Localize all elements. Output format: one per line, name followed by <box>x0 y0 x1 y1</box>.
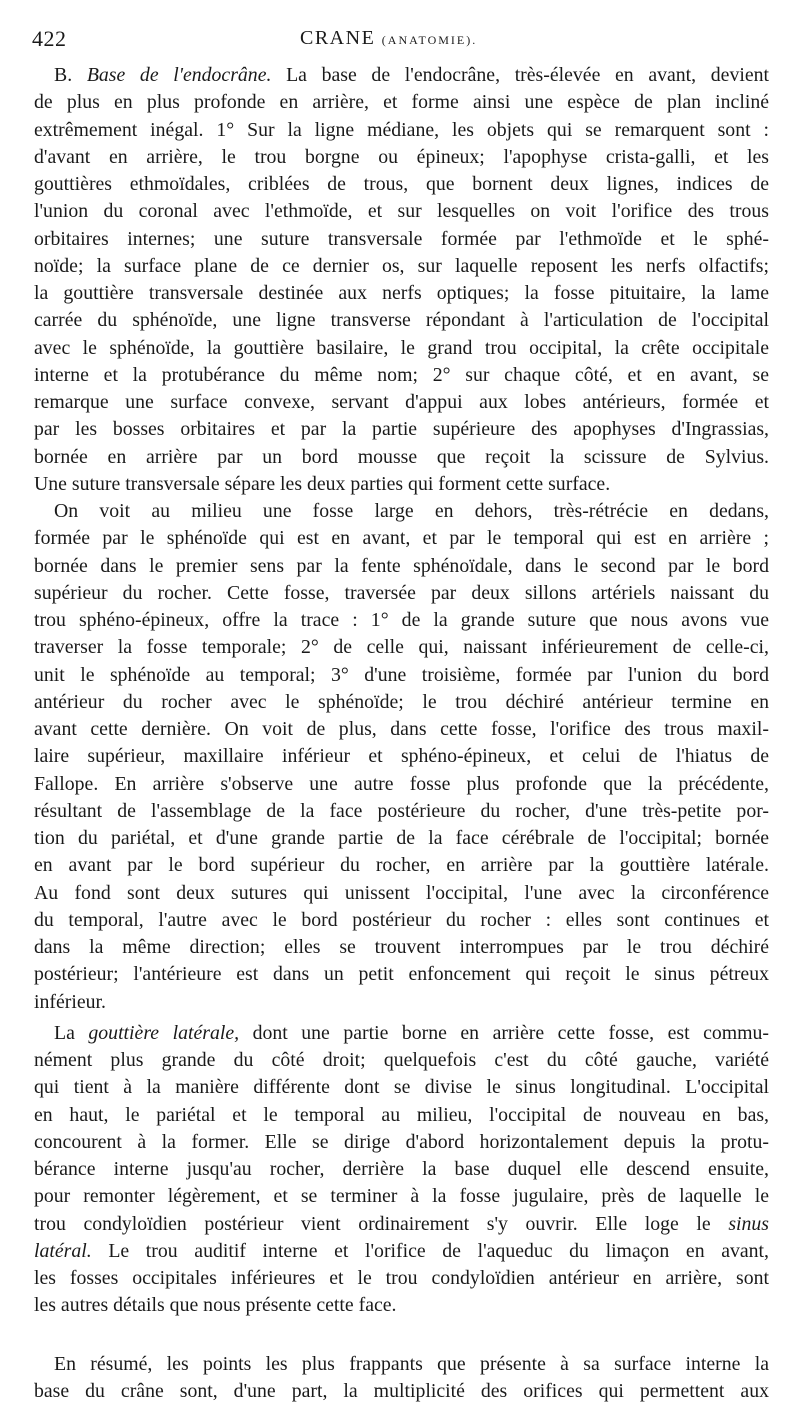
text-line: B. Base de l'endocrâne. La base de l'endocrâne, très-élevée en avant, devient <box>34 62 769 89</box>
text-line: avant cette dernière. On voit de plus, dans cette fosse, l'orifice des trous maxil- <box>34 716 769 743</box>
body-text <box>34 62 769 1405</box>
text-line: du temporal, l'autre avec le bord postérieur du rocher : elles sont continues et <box>34 907 769 934</box>
paragraph-fosse-moyenne <box>34 498 769 1016</box>
term-lateral: latéral. <box>34 1240 92 1262</box>
text-line: orbitaires internes; une suture transversale formée par l'ethmoïde et le sphé- <box>34 226 769 253</box>
paragraph-spacer <box>34 1320 769 1351</box>
text-line: antérieur du rocher avec le sphénoïde; le trou déchiré antérieur termine en <box>34 689 769 716</box>
text-line: supérieur du rocher. Cette fosse, traversée par deux sillons artériels naissant du <box>34 580 769 607</box>
text-line: carrée du sphénoïde, une ligne transverse répondant à l'articulation de l'occipital <box>34 307 769 334</box>
text-line: d'avant en arrière, le trou borgne ou épineux; l'apophyse crista-galli, et les <box>34 144 769 171</box>
text-line: la gouttière transversale destinée aux nerfs optiques; la fosse pituitaire, la lame <box>34 280 769 307</box>
paragraph-resume <box>34 1351 769 1405</box>
text-line: formée par le sphénoïde qui est en avant, et par le temporal qui est en arrière ; <box>34 525 769 552</box>
text-line: les fosses occipitales inférieures et le trou condyloïdien antérieur en arrière, sont <box>34 1265 769 1292</box>
text-line: tion du pariétal, et d'une grande partie de la face cérébrale de l'occipital; bornée <box>34 825 769 852</box>
text-line: trou condyloïdien postérieur vient ordinairement s'y ouvrir. Elle loge le sinus <box>34 1211 769 1238</box>
text-line: l'union du coronal avec l'ethmoïde, et sur lesquelles on voit l'orifice des trous <box>34 198 769 225</box>
text-line: résultant de l'assemblage de la face postérieure du rocher, d'une très-petite por- <box>34 798 769 825</box>
text-line: les autres détails que nous présente cette face. <box>34 1292 769 1319</box>
text-line: par les bosses orbitaires et par la partie supérieure des apophyses d'Ingrassias, <box>34 416 769 443</box>
text-line: On voit au milieu une fosse large en dehors, très-rétrécie en dedans, <box>34 498 769 525</box>
text-line: avec le sphénoïde, la gouttière basilaire, le grand trou occipital, la crête occipitale <box>34 335 769 362</box>
text-line: Fallope. En arrière s'observe une autre fosse plus profonde que la précédente, <box>34 771 769 798</box>
text-line: gouttières ethmoïdales, criblées de trous, que bornent deux lignes, indices de <box>34 171 769 198</box>
running-head-title: CRANE <box>300 27 375 49</box>
section-title: Base de l'endocrâne. <box>87 64 272 86</box>
text-line: bornée en arrière par un bord mousse que reçoit la scissure de Sylvius. <box>34 444 769 471</box>
term-gouttiere-laterale: gouttière latérale, <box>88 1022 239 1044</box>
text-line: unit le sphénoïde au temporal; 3° d'une troisième, formée par l'union du bord <box>34 662 769 689</box>
paragraph-gouttiere-laterale <box>34 1020 769 1320</box>
text-line: trou sphéno-épineux, offre la trace : 1° de la grande suture que nous avons vue <box>34 607 769 634</box>
text-line: pour remonter légèrement, et se terminer à la fosse jugulaire, près de laquelle le <box>34 1183 769 1210</box>
paragraph-base-endocrane <box>34 62 769 498</box>
text-line: dans la même direction; elles se trouvent interrompues par le trou déchiré <box>34 934 769 961</box>
text-line: en avant par le bord supérieur du rocher, en arrière par la gouttière latérale. <box>34 852 769 879</box>
text-line: qui tient à la manière différente dont se divise le sinus longitudinal. L'occipital <box>34 1074 769 1101</box>
text-line: extrêmement inégal. 1° Sur la ligne médiane, les objets qui se remarquent sont : <box>34 117 769 144</box>
text-line: en haut, le pariétal et le temporal au milieu, l'occipital de nouveau en bas, <box>34 1102 769 1129</box>
page-number: 422 <box>32 26 67 52</box>
text-line: laire supérieur, maxillaire inférieur et sphéno-épineux, et celui de l'hiatus de <box>34 743 769 770</box>
text-line: de plus en plus profonde en arrière, et forme ainsi une espèce de plan incliné <box>34 89 769 116</box>
text-line: postérieur; l'antérieure est dans un petit enfoncement qui reçoit le sinus pétreux <box>34 961 769 988</box>
term-sinus: sinus <box>728 1213 769 1235</box>
text-line: noïde; la surface plane de ce dernier os, sur laquelle reposent les nerfs olfactifs; <box>34 253 769 280</box>
text-line: base du crâne sont, d'une part, la multiplicité des orifices qui permettent aux <box>34 1378 769 1405</box>
running-head-subtitle: (ANATOMIE). <box>382 33 477 47</box>
text-line: En résumé, les points les plus frappants que présente à sa surface interne la <box>34 1351 769 1378</box>
text-line: La gouttière latérale, dont une partie borne en arrière cette fosse, est commu- <box>34 1020 769 1047</box>
text-line: Une suture transversale sépare les deux parties qui forment cette surface. <box>34 471 769 498</box>
running-head <box>300 27 477 50</box>
text-line: remarque une surface convexe, servant d'appui aux lobes antérieurs, formée et <box>34 389 769 416</box>
text-line: concourent à la former. Elle se dirige d'abord horizontalement depuis la protu- <box>34 1129 769 1156</box>
text-line: Au fond sont deux sutures qui unissent l'occipital, l'une avec la circonférence <box>34 880 769 907</box>
text-line: inférieur. <box>34 989 769 1016</box>
text-line: latéral. Le trou auditif interne et l'orifice de l'aqueduc du limaçon en avant, <box>34 1238 769 1265</box>
section-label: B. <box>54 64 72 86</box>
text-line: bornée dans le premier sens par la fente sphénoïdale, dans le second par le bord <box>34 553 769 580</box>
text-line: nément plus grande du côté droit; quelquefois c'est du côté gauche, variété <box>34 1047 769 1074</box>
text-line: interne et la protubérance du même nom; 2° sur chaque côté, et en avant, se <box>34 362 769 389</box>
text-line: traverser la fosse temporale; 2° de celle qui, naissant inférieurement de celle-ci, <box>34 634 769 661</box>
page-header <box>32 26 772 60</box>
text-line: bérance interne jusqu'au rocher, derrière la base duquel elle descend ensuite, <box>34 1156 769 1183</box>
